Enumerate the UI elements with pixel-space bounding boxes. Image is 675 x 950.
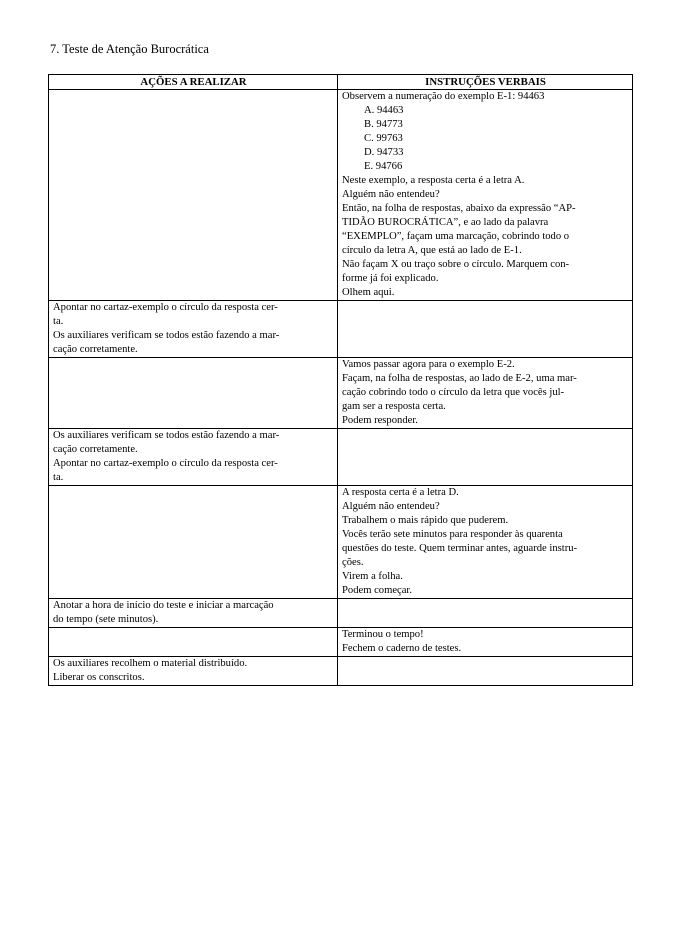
option-line: E. 94766 xyxy=(364,161,403,172)
table-row xyxy=(49,358,633,429)
instruction-line: questões do teste. Quem terminar antes, aguarde instru- xyxy=(342,543,578,554)
instruction-line: ções. xyxy=(342,557,364,568)
table-row xyxy=(49,657,633,686)
table-header-row xyxy=(49,75,633,90)
instruction-line: Neste exemplo, a resposta certa é a letra A. xyxy=(342,175,525,186)
instructions-table xyxy=(48,74,633,686)
action-line: Os auxiliares recolhem o material distribuído. xyxy=(53,658,248,669)
instruction-line: Terminou o tempo! xyxy=(342,629,424,640)
table-row xyxy=(49,486,633,599)
option-line: D. 94733 xyxy=(364,147,404,158)
action-line: Os auxiliares verificam se todos estão fazendo a mar- xyxy=(53,430,280,441)
instruction-line: Trabalhem o mais rápido que puderem. xyxy=(342,515,509,526)
instruction-line: Alguém não entendeu? xyxy=(342,189,440,200)
actions-cell xyxy=(49,90,338,301)
instruction-line: Alguém não entendeu? xyxy=(342,501,440,512)
instructions-cell xyxy=(338,429,633,486)
instructions-cell xyxy=(338,628,633,657)
action-line: Apontar no cartaz-exemplo o círculo da resposta cer- xyxy=(53,302,278,313)
action-line: ta. xyxy=(53,316,64,327)
actions-cell xyxy=(49,486,338,599)
actions-cell xyxy=(49,429,338,486)
instruction-line: Virem a folha. xyxy=(342,571,403,582)
option-line: A. 94463 xyxy=(364,105,404,116)
instructions-cell xyxy=(338,301,633,358)
actions-cell xyxy=(49,358,338,429)
actions-cell xyxy=(49,657,338,686)
table-row xyxy=(49,90,633,301)
instructions-cell xyxy=(338,599,633,628)
instruction-line: Façam, na folha de respostas, ao lado de E-2, uma mar- xyxy=(342,373,577,384)
page-title: 7. Teste de Atenção Burocrática xyxy=(50,42,209,56)
instruction-line: Vocês terão sete minutos para responder às quarenta xyxy=(342,529,563,540)
instruction-line: Olhem aqui. xyxy=(342,287,395,298)
action-line: ta. xyxy=(53,472,64,483)
table-row xyxy=(49,301,633,358)
action-line: Apontar no cartaz-exemplo o círculo da resposta cer- xyxy=(53,458,278,469)
action-line: cação corretamente. xyxy=(53,344,138,355)
instruction-line: Fechem o caderno de testes. xyxy=(342,643,462,654)
instruction-line: gam ser a resposta certa. xyxy=(342,401,446,412)
instruction-line: Podem começar. xyxy=(342,585,413,596)
action-line: Anotar a hora de início do teste e iniciar a marcação xyxy=(53,600,274,611)
action-line: Os auxiliares verificam se todos estão fazendo a mar- xyxy=(53,330,280,341)
instructions-cell xyxy=(338,657,633,686)
action-line: do tempo (sete minutos). xyxy=(53,614,159,625)
instructions-cell xyxy=(338,358,633,429)
table-row xyxy=(49,628,633,657)
instruction-line: cação cobrindo todo o círculo da letra que vocês jul- xyxy=(342,387,565,398)
instruction-line: A resposta certa é a letra D. xyxy=(342,487,459,498)
instruction-line: Não façam X ou traço sobre o círculo. Marquem con- xyxy=(342,259,570,270)
table-row xyxy=(49,429,633,486)
column-header-instructions: INSTRUÇÕES VERBAIS xyxy=(338,75,633,90)
actions-cell xyxy=(49,301,338,358)
actions-cell xyxy=(49,599,338,628)
column-header-actions: AÇÕES A REALIZAR xyxy=(49,75,338,90)
instruction-line: Observem a numeração do exemplo E-1: 94463 xyxy=(342,91,545,102)
instruction-line: Vamos passar agora para o exemplo E-2. xyxy=(342,359,515,370)
actions-cell xyxy=(49,628,338,657)
action-line: Liberar os conscritos. xyxy=(53,672,145,683)
option-line: C. 99763 xyxy=(364,133,403,144)
instruction-line: círculo da letra A, que está ao lado de E-1. xyxy=(342,245,522,256)
instructions-cell xyxy=(338,90,633,301)
instruction-line: forme já foi explicado. xyxy=(342,273,439,284)
action-line: cação corretamente. xyxy=(53,444,138,455)
table-row xyxy=(49,599,633,628)
option-line: B. 94773 xyxy=(364,119,403,130)
instruction-line: TIDÃO BUROCRÁTICA”, e ao lado da palavra xyxy=(342,217,549,228)
instruction-line: Então, na folha de respostas, abaixo da expressão “AP- xyxy=(342,203,576,214)
instruction-line: “EXEMPLO”, façam uma marcação, cobrindo todo o xyxy=(342,231,570,242)
instructions-cell xyxy=(338,486,633,599)
instruction-line: Podem responder. xyxy=(342,415,418,426)
